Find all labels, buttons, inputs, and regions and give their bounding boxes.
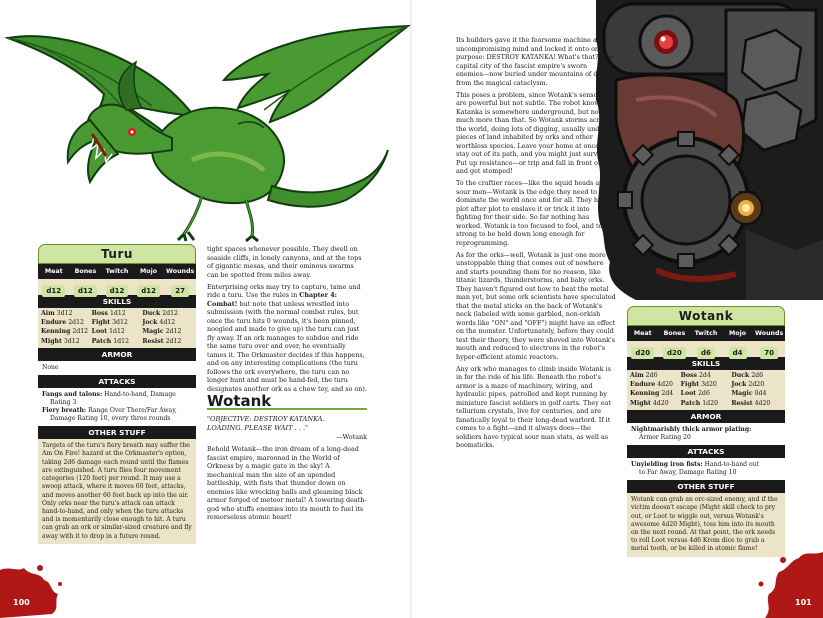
turu-title: Turu xyxy=(38,244,196,264)
other-stuff-heading: OTHER STUFF xyxy=(38,426,196,439)
stat-value: d12 xyxy=(42,285,65,297)
turu-stat-block xyxy=(38,244,196,544)
stat-header: Bones xyxy=(663,330,686,337)
attack-entry: Fangs and talons: Hand-to-hand, Damage Rating 3 xyxy=(42,390,176,406)
stat-header: Twitch xyxy=(105,268,129,275)
skill-entry: Patch 1d12 xyxy=(91,337,130,345)
skill-entry: Fight 3d12 xyxy=(91,319,128,327)
stat-value: d4 xyxy=(729,347,747,359)
armor-heading: ARMOR xyxy=(627,410,785,423)
skill-entry: Boss 2d4 xyxy=(680,372,711,379)
stat-value: 27 xyxy=(171,285,189,297)
skill-entry: Might 3d12 xyxy=(41,337,80,345)
stat-header: Meat xyxy=(633,330,652,337)
skill-entry: Aim 3d12 xyxy=(41,310,73,317)
skill-entry: Endure 2d12 xyxy=(41,319,84,327)
wotank-armor-text: Nightmarishly thick armor plating: Armor Rating 20 xyxy=(627,423,785,445)
skill-entry: Resist 4d20 xyxy=(731,399,771,407)
body-paragraph: Behold Wotank—the iron dream of a long-dead fascist empire, marooned in the World of Orkness by a magic gate in the sky! A mechanical man the size of an upended battleship, with fists that thunder down on enemies like wrecking balls and gleaming black armor forged of meteor metal! A towering death-god who stuffs enemies into its mouth to fuel its remorseless atomic heart! xyxy=(207,445,367,522)
skill-entry: Resist 2d12 xyxy=(142,337,182,345)
skill-entry: Boss 1d12 xyxy=(91,310,126,317)
stat-header: Twitch xyxy=(694,330,718,337)
stat-value: d20 xyxy=(631,347,654,359)
stat-header: Meat xyxy=(44,268,63,275)
skill-entry: Might 4d20 xyxy=(630,399,669,407)
page-number-right: 101 xyxy=(795,598,812,607)
wotank-quote-line: LOADING. PLEASE WAIT . . ." xyxy=(207,423,309,432)
wotank-attacks xyxy=(627,458,785,480)
quote-attribution: —Wotank xyxy=(336,432,367,441)
skill-entry: Kenning 2d12 xyxy=(41,328,89,336)
turu-skills-grid xyxy=(38,308,196,348)
skill-entry: Duck 2d6 xyxy=(731,372,764,379)
stat-value: d12 xyxy=(137,285,160,297)
stat-header: Mojo xyxy=(729,330,747,337)
attack-entry: Unyielding iron fists: Hand-to-hand out to Far Away, Damage Rating 10 xyxy=(631,461,759,477)
wotank-section-title: Wotank xyxy=(207,397,367,410)
stat-header: Bones xyxy=(74,268,97,275)
attacks-heading: ATTACKS xyxy=(627,445,785,458)
stat-value: d12 xyxy=(74,285,97,297)
stat-value: d12 xyxy=(106,285,129,297)
wotank-other-stuff-text: Wotank can grab an orc-sized enemy, and if the victim doesn't escape (Might skill check to pry out, or Loot to wiggle out, versus Wotank's awesome 4d20 Might), toss him into its mouth on the next round. At that point, the ork needs to roll Loot versus 4d6 Krom dice to grab a metal tooth, or be killed in atomic flame! xyxy=(627,493,785,556)
other-stuff-heading: OTHER STUFF xyxy=(627,480,785,493)
skill-entry: Jock 2d20 xyxy=(731,381,765,389)
right-page-column xyxy=(456,36,616,450)
attack-entry: Fiery breath: Range Over There/Far Away, Damage Rating 10, every three rounds xyxy=(42,407,177,423)
skill-entry: Aim 2d6 xyxy=(630,372,658,379)
wotank-quote-line: "OBJECTIVE: DESTROY KATANKA. xyxy=(207,414,325,423)
turu-armor-text: None xyxy=(38,361,196,375)
body-paragraph: tight spaces whenever possible. They dwell on seaside cliffs, in lonely canyons, and at the tops of gigantic mesas, and their ominous swarms can be spotted from miles away. xyxy=(207,245,362,279)
body-paragraph: As for the orks—well, Wotank is just one more unstoppable thing that comes out of nowhere and starts pounding them for no reason, like titanic lizards, thunderstorms, and baby orks. They haven't figured out how to beat the metal man yet, but some ork scientists have speculated that the metal sticks on the back of Wotank's neck (labeled with some garbled, non-orkish words like "ON" and "OFF") might have an effect on the monster. Unfortunately, before they could test their theory, they were shoved into Wotank's mouth and reduced to electrons in the robot's hyper-efficient atomic reactors. xyxy=(456,250,616,361)
body-paragraph: Any ork who manages to climb inside Wotank is in for the ride of his life. Beneath the robot's armor is a maze of machinery, wiring, and hydraulic pipes, patrolled and kept running by miniature fascist soldiers in golf carts. They eat tellurium crystals, live for centuries, and are fanatically loyal to their long-dead warlord. If it comes to a fight—and it always does—the soldiers have typical sour man stats, as well as boomsticks. xyxy=(456,364,612,450)
left-page-column xyxy=(207,245,367,525)
skill-entry: Duck 2d12 xyxy=(142,310,178,317)
page-number-left: 100 xyxy=(13,598,30,607)
wotank-stat-block xyxy=(627,306,785,557)
turu-other-stuff-text: Targets of the turu's fiery breath may suffer the Am On Fire! hazard at the Orkmaster's option, taking 2d6 damage each round until the flames are extinguished. A turu flies four movement categories (120 feet) per round. It may use a swoop attack, where it moves 60 feet, attacks, and moves another 60 feet back up into the air. Only orks near the turu's attack can attack hand-to-hand, and only when the turu attacks and is momentarily close enough to hit. A turu can grab an ork or similar-sized creature and fly away with it to drop in a future round. xyxy=(38,439,196,543)
stat-value: d6 xyxy=(697,347,715,359)
blood-splat-decoration xyxy=(0,562,70,618)
stat-header: Mojo xyxy=(140,268,158,275)
body-paragraph: This poses a problem, since Wotank's sensors are powerful but not subtle. The robot knows Katanka is somewhere underground, but not much more than that. So Wotank storms across the world, doing lots of digging, usually under pieces of land inhabited by orks and other worthless species. Leave your home at once and stay out of its path, and you might just survive. Put up resistance—or trip and fall in front of it—and get stomped! xyxy=(456,90,614,176)
armor-heading: ARMOR xyxy=(38,348,196,361)
skills-heading: SKILLS xyxy=(627,357,785,370)
body-paragraph: Enterprising orks may try to capture, tame and ride a turu. Use the rules in Chapter 4: Combat! but note that unless wrestled into submission (with the normal combat rules, but once the turu hits 0 wounds, it's been pinned, noogied and made to give up) the turu can just fly away. If an ork manages to subdue and ride the same turu over and over, he eventually tames it. The Orkmaster decides if this happens, and on any interesting complications (the turu follows the ork everywhere, the turu can no longer hunt and must be hand-fed, the turu designates another ork as a chew toy, and so on). xyxy=(207,282,367,393)
skill-entry: Kenning 2d4 xyxy=(630,390,674,398)
turu-attacks xyxy=(38,388,196,426)
stat-value: d20 xyxy=(663,347,686,359)
body-paragraph: Its builders gave it the fearsome machine an uncompromising mind and locked it onto one purpose: DESTROY KATANKA! What's that? The capital city of the fascist empire's sworn enemies—now buried under mountains of debris from the magical cataclysm. xyxy=(456,36,614,87)
wotank-title: Wotank xyxy=(627,306,785,326)
skill-entry: Loot 1d12 xyxy=(91,328,125,336)
skill-entry: Magic 2d12 xyxy=(142,328,182,336)
blood-splat-decoration xyxy=(743,548,823,618)
turu-dragon-illustration xyxy=(2,10,422,242)
wotank-stat-values xyxy=(627,341,785,357)
turu-stat-values xyxy=(38,279,196,295)
skill-entry: Fight 3d20 xyxy=(680,381,717,389)
stat-value: 70 xyxy=(760,347,778,359)
stat-header: Wounds xyxy=(166,268,195,275)
body-paragraph: To the craftier races—like the squid heads and sour men—Wotank is the edge they need to dominate the world once and for all. They hatch plot after plot to enslave it or trick it into fighting for their side. So far nothing has worked. Wotank is too focused to fool, and too strong to be held down long enough for reprogramming. xyxy=(456,179,613,247)
skill-entry: Endure 4d20 xyxy=(630,381,673,389)
attacks-heading: ATTACKS xyxy=(38,375,196,388)
skill-entry: Jock 4d12 xyxy=(142,319,176,327)
skill-entry: Magic 0d4 xyxy=(731,390,767,398)
stat-header: Wounds xyxy=(755,330,784,337)
wotank-skills-grid xyxy=(627,370,785,410)
skills-heading: SKILLS xyxy=(38,295,196,308)
skill-entry: Patch 1d20 xyxy=(680,399,719,407)
skill-entry: Loot 2d6 xyxy=(680,390,710,398)
wotank-robot-illustration xyxy=(596,0,823,300)
